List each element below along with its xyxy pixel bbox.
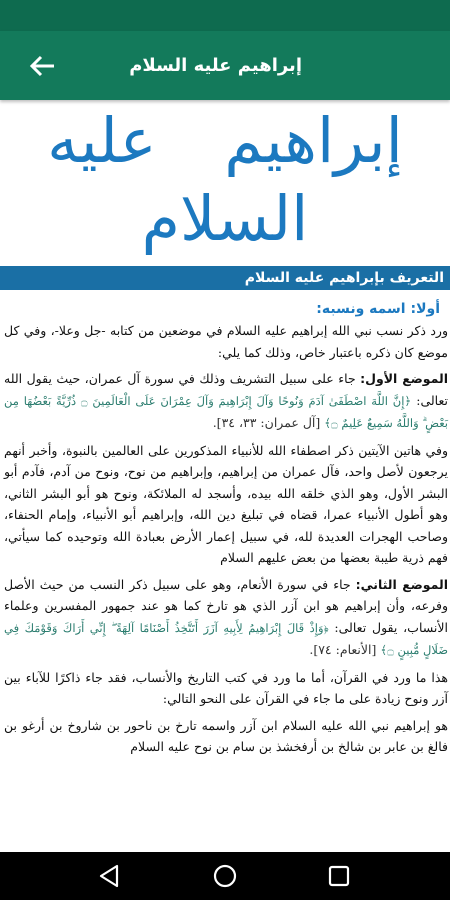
paragraph-second-place bbox=[0, 574, 450, 662]
second-place-label: الموضع الثاني: bbox=[355, 576, 449, 592]
verse-reference-al-anam: [الأنعام: ٧٤]. bbox=[309, 642, 381, 657]
arrow-back-icon bbox=[22, 49, 62, 83]
nav-home-icon bbox=[211, 862, 239, 890]
nav-back-icon bbox=[96, 862, 124, 890]
article-content[interactable] bbox=[0, 100, 450, 852]
nav-back-button[interactable] bbox=[96, 862, 124, 890]
paragraph-intro: ورد ذكر نسب نبي الله إبراهيم عليه السلام في موضعين من كتابه -جل وعلا-، وفي كل موضع كان ذكره باعتبار خاص، وذلك كما يلي: bbox=[4, 323, 448, 360]
app-title: إبراهيم عليه السلام bbox=[129, 55, 302, 76]
back-button[interactable] bbox=[22, 49, 62, 83]
system-nav-bar bbox=[0, 852, 450, 900]
paragraph-history: هذا ما ورد في القرآن، أما ما ورد في كتب التاريخ والأنساب، فقد جاء ذاكرًا للآباء بين آزر ونوح زيادة على ما جاء في القرآن على النحو التالي: bbox=[4, 669, 448, 706]
first-place-text: جاء على سبيل التشريف وذلك في سورة آل عمران، حيث يقول الله تعالى: bbox=[4, 371, 448, 408]
app-bar bbox=[0, 31, 450, 100]
paragraph-explanation: وفي هاتين الآيتين ذكر اصطفاء الله للأنبياء المذكورين على العالمين بالنبوة، وأخبر أنهم يرجعون لأصل واحد، فآل عمران من إبراهيم، وإبراهيم من نوح، ونوح من آدم، فآدم أبو البشر الأول، وهو الذي خلقه الله بيده، وأسجد له الملائكة، ونوح هو أبو البشر الثاني، وهو أطول الأنبياء عمرا، قضاه في تبليغ دين الله، وإبراهيم أبو الأنبياء، وإمام الحنفاء، وصاحب الهجرات العديدة لله، في سبيل إعمار الأرض بعبادة الله وتوحيده كما سيأتي، فهم ذرية طيبة بعضها من بعض عليهم السلام bbox=[4, 442, 448, 565]
nav-recents-icon bbox=[325, 862, 353, 890]
nav-home-button[interactable] bbox=[211, 862, 239, 890]
quran-verse-al-anam: ﴿وَإِذْ قَالَ إِبْرَاهِيمُ لِأَبِيهِ آزَرَ أَتَتَّخِذُ أَصْنَامًا آلِهَةً ۖ إِنِّي أَرَاكَ وَقَوْمَكَ فِي ضَلَالٍ مُّبِينٍ ۝﴾ bbox=[4, 620, 448, 657]
paragraph-lineage: هو إبراهيم نبي الله عليه السلام ابن آزر واسمه تارخ بن ناحور بن شاروخ بن أرغو بن فالغ بن عابر بن شالخ بن أرفخشذ بن سام بن نوح عليه السلام bbox=[4, 717, 448, 754]
status-bar bbox=[0, 0, 450, 31]
first-place-label: الموضع الأول: bbox=[360, 371, 449, 386]
subheading-name-lineage: أولا: اسمه ونسبه: bbox=[316, 301, 440, 317]
section-header: التعريف بإبراهيم عليه السلام bbox=[0, 266, 450, 290]
quran-verse-al-imran: ﴿إِنَّ اللَّهَ اصْطَفَىٰ آدَمَ وَنُوحًا وَآلَ إِبْرَاهِيمَ وَآلَ عِمْرَانَ عَلَى الْعَالَمِينَ ۝ ذُرِّيَّةً بَعْضُهَا مِن بَعْضٍ ۗ وَاللَّهُ سَمِيعٌ عَلِيمٌ ۝﴾ bbox=[4, 393, 448, 430]
paragraph-first-place bbox=[0, 368, 450, 435]
second-place-text: جاء في سورة الأنعام، وهو على سبيل ذكر النسب من حيث الأصل وفرعه، وأن إبراهيم هو ابن آزر الذي هو تارخ كما هو عند جمهور المفسرين وعلماء الأنساب، يقول تعالى: bbox=[4, 576, 448, 635]
nav-recents-button[interactable] bbox=[325, 862, 353, 890]
article-big-title: إبراهيم عليه السلام bbox=[47, 104, 403, 255]
verse-reference-al-imran: [آل عمران: ٣٣، ٣٤]. bbox=[212, 415, 325, 430]
